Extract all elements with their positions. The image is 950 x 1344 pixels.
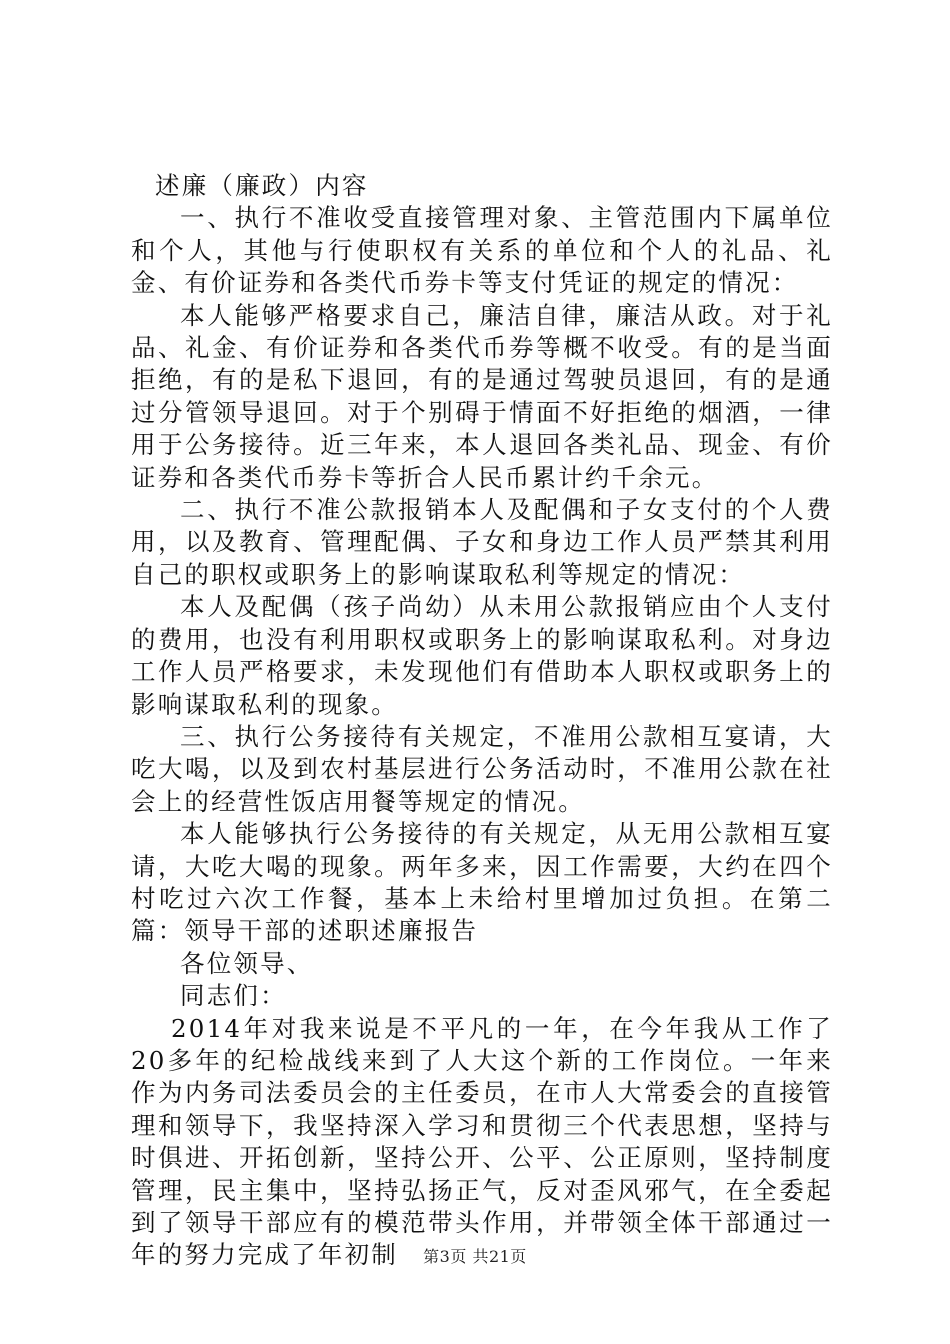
paragraph-section-1-body: 本人能够严格要求自己，廉洁自律，廉洁从政。对于礼品、礼金、有价证券和各类代币券等概不收受。有的是当面拒绝，有的是私下退回，有的是通过驾驶员退回，有的是通过分管领导退回。对于个别碍于情面不好拒绝的烟酒，一律用于公务接待。近三年来，本人退回各类礼品、现金、有价证券和各类代币券卡等折合人民币累计约千余元。 bbox=[131, 300, 833, 492]
page-footer bbox=[0, 1244, 950, 1267]
document-body bbox=[131, 170, 833, 1272]
paragraph-report-body: 2014年对我来说是不平凡的一年，在今年我从工作了20多年的纪检战线来到了人大这个新的工作岗位。一年来作为内务司法委员会的主任委员，在市人大常委会的直接管理和领导下，我坚持深入学习和贯彻三个代表思想，坚持与时俱进、开拓创新，坚持公开、公平、公正原则，坚持制度管理，民主集中，坚持弘扬正气，反对歪风邪气，在全委起到了领导干部应有的模范带头作用，并带领全体干部通过一年的努力完成了年初制 bbox=[131, 1013, 833, 1270]
paragraph-section-3-heading: 三、执行公务接待有关规定，不准用公款相互宴请，大吃大喝，以及到农村基层进行公务活动时，不准用公款在社会上的经营性饭店用餐等规定的情况。 bbox=[131, 721, 833, 816]
page-number-label: 第3页 共21页 bbox=[423, 1247, 527, 1266]
paragraph-section-2-body: 本人及配偶（孩子尚幼）从未用公款报销应由个人支付的费用，也没有利用职权或职务上的影响谋取私利。对身边工作人员严格要求，未发现他们有借助本人职权或职务上的影响谋取私利的现象。 bbox=[131, 592, 833, 719]
paragraph-section-3-body: 本人能够执行公务接待的有关规定，从无用公款相互宴请，大吃大喝的现象。两年多来，因工作需要，大约在四个村吃过六次工作餐，基本上未给村里增加过负担。在第二篇：领导干部的述职述廉报告 bbox=[131, 819, 833, 946]
salutation-comrades: 同志们： bbox=[180, 981, 287, 1011]
paragraph-section-1-heading: 一、执行不准收受直接管理对象、主管范围内下属单位和个人，其他与行使职权有关系的单位和个人的礼品、礼金、有价证券和各类代币券卡等支付凭证的规定的情况： bbox=[131, 203, 833, 298]
salutation-leaders: 各位领导、 bbox=[180, 948, 314, 978]
paragraph-section-2-heading: 二、执行不准公款报销本人及配偶和子女支付的个人费用，以及教育、管理配偶、子女和身边工作人员严禁其利用自己的职权或职务上的影响谋取私利等规定的情况： bbox=[131, 495, 833, 589]
document-title: 述廉（廉政）内容 bbox=[155, 171, 369, 200]
